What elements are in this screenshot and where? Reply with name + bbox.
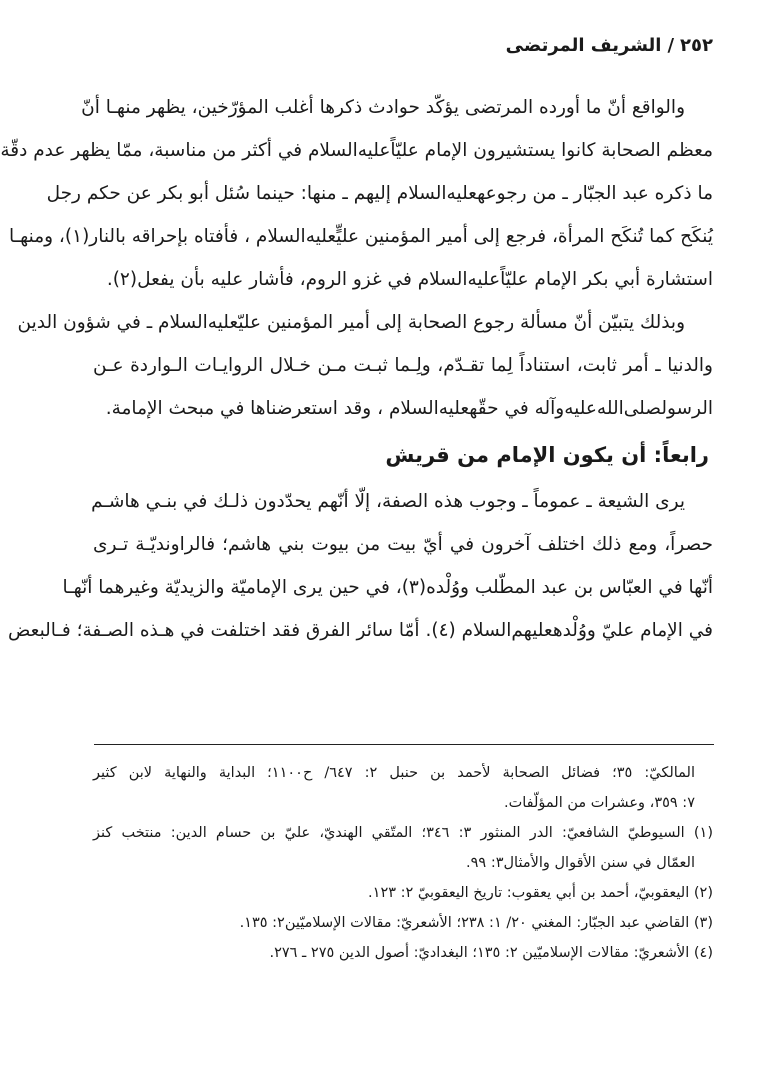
text-line: يرى الشيعة ـ عموماً ـ وجوب هذه الصفة، إلّا أنّهم يحدّدون ذلـك في بنـي هاشـم <box>91 491 685 512</box>
paragraph-1 <box>0 86 713 301</box>
footnote-4: (٤) الأشعريّ: مقالات الإسلاميّين ٢: ١٣٥؛ البغداديّ: أصول الدين ٢٧٥ ـ ٢٧٦. <box>269 945 713 961</box>
running-header <box>506 34 713 58</box>
footnotes <box>93 758 713 968</box>
text-line: استشارة أبي بكر الإمام عليّاًعليه‌السلام في غزو الروم، فأشار عليه بأن يفعل(٢). <box>106 269 713 290</box>
text-line: معظم الصحابة كانوا يستشيرون الإمام عليّاًعليه‌السلام في أكثر من مناسبة، ممّا يظهر عدم دقّة <box>0 140 713 161</box>
text-line: الرسولصلى‌الله‌عليه‌وآله في حقّهعليه‌السلام ، وقد استعرضناها في مبحث الإمامة. <box>105 398 713 419</box>
footnote-1: (١) السيوطيّ الشافعيّ: الدر المنثور ٣: ٣٤٦؛ المتّقي الهنديّ، عليّ بن حسام الدين: منتخب كنز <box>93 825 713 841</box>
footnote-line: ٧: ٣٥٩، وعشرات من المؤلّفات. <box>503 795 695 811</box>
running-title: الشريف المرتضى <box>505 35 662 56</box>
text-line: في الإمام عليّ ووُلْدهعليهم‌السلام (٤). أمّا سائر الفرق فقد اختلفت في هـذه الصـفة؛ فـالبعض <box>7 620 713 641</box>
footnote-3: (٣) القاضي عبد الجبّار: المغني ٢٠/ ١: ٢٣٨؛ الأشعريّ: مقالات الإسلاميّين٢: ١٣٥. <box>239 915 713 931</box>
text-line: ما ذكره عبد الجبّار ـ من رجوعهعليه‌السلام إليهم ـ منها: حينما سُئل أبو بكر عن حكم رجل <box>46 183 713 204</box>
header-separator: / <box>667 35 675 56</box>
footnote-divider <box>94 744 714 745</box>
text-line: حصراً، ومع ذلك اختلف آخرون في أيّ بيت من بيوت بني هاشم؛ فالراونديّـة تـرى <box>93 534 713 555</box>
paragraph-2 <box>17 301 713 430</box>
page-number: ٢٥٢ <box>680 35 713 56</box>
footnote-line: المالكيّ: ٣٥؛ فضائل الصحابة لأحمد بن حنبل ٢: ٦٤٧/ ح١١٠٠؛ البداية والنهاية لابن كثير <box>93 765 695 781</box>
footnote-line: العمّال في سنن الأقوال والأمثال٣: ٩٩. <box>466 855 695 871</box>
text-line: يُنكَح كما تُنكَح المرأة، فرجع إلى أمير المؤمنين عليٍّعليه‌السلام ، فأفتاه بإحراقه بالنار(١)، ومنهـا <box>9 226 713 247</box>
text-line: والواقع أنّ ما أورده المرتضى يؤكّد حوادث ذكرها أغلب المؤرّخين، يظهر منهـا أنّ <box>81 97 685 118</box>
footnote-2: (٢) اليعقوبيّ، أحمد بن أبي يعقوب: تاريخ اليعقوبيّ ٢: ١٢٣. <box>368 885 713 901</box>
section-heading: رابعاً: أن يكون الإمام من قريش <box>385 443 709 467</box>
text-line: أنّها في العبّاس بن عبد المطّلب ووُلْده(٣)، في حين يرى الإماميّة والزيديّة وغيرهما أنّهـا <box>62 577 713 598</box>
body-text <box>0 86 713 652</box>
paragraph-3 <box>7 480 713 652</box>
text-line: والدنيا ـ أمر ثابت، استناداً لِما تقـدّم، ولِـما ثبـت مـن خـلال الروايـات الـواردة عـن <box>93 355 713 376</box>
text-line: وبذلك يتبيّن أنّ مسألة رجوع الصحابة إلى أمير المؤمنين عليّعليه‌السلام ـ في شؤون الدين <box>17 312 685 333</box>
